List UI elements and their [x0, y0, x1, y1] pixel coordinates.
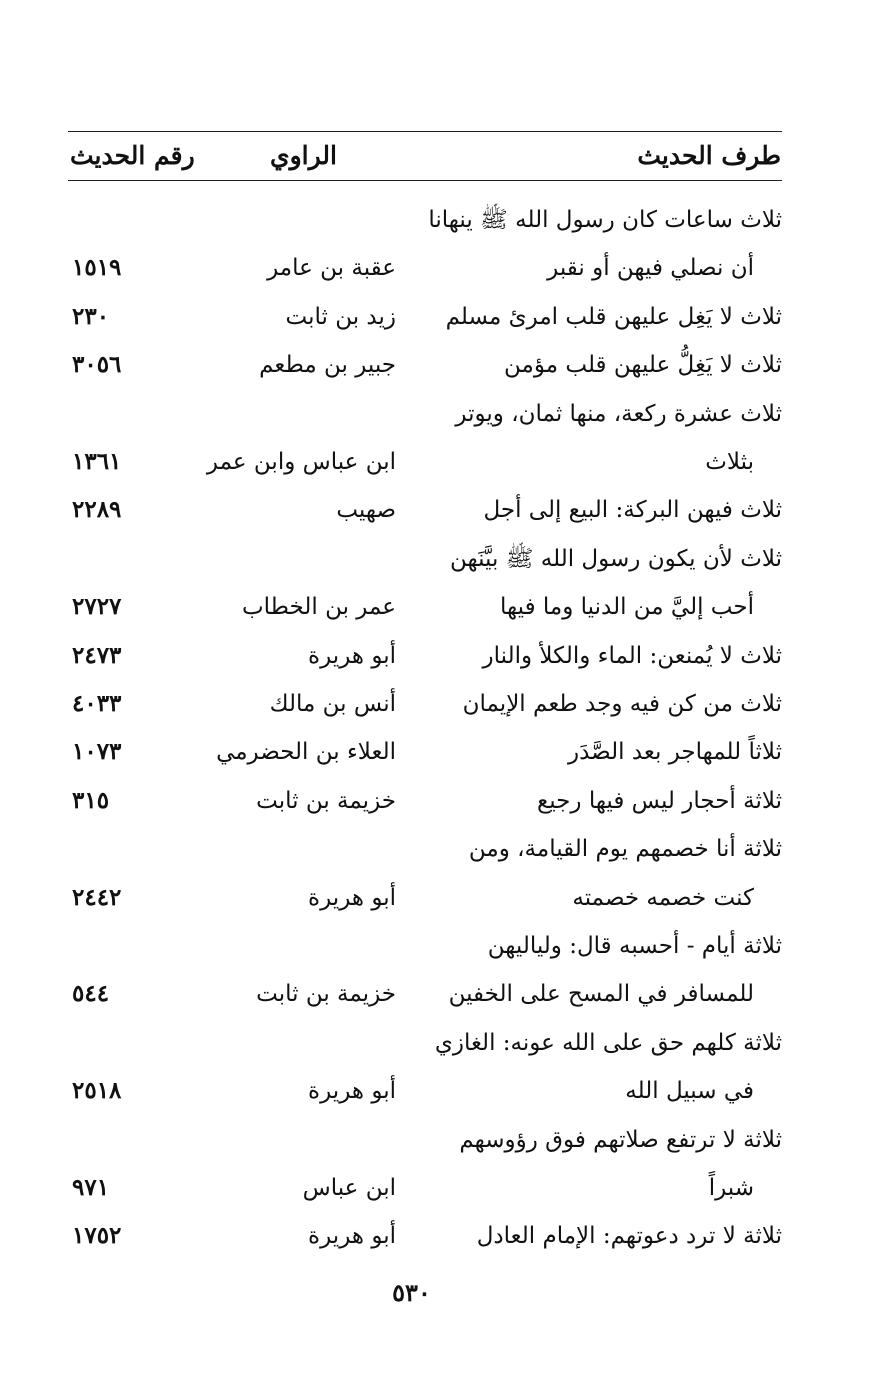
hadith-text: ثلاثة أحجار ليس فيها رجيع	[537, 787, 782, 814]
narrator-name: جبير بن مطعم	[259, 352, 396, 379]
hadith-text: ثلاث لا يَغِل عليهن قلب امرئ مسلم	[445, 303, 782, 330]
hadith-text: ثلاث لا يُمنعن: الماء والكلأ والنار	[482, 642, 782, 669]
table-row	[68, 390, 782, 438]
hadith-text: بثلاث	[705, 449, 754, 475]
hadith-text: ثلاثة أيام - أحسبه قال: ولياليهن	[487, 933, 782, 959]
hadith-text: أن نصلي فيهن أو نقبر	[547, 255, 754, 282]
hadith-text: كنت خصمه خصمته	[572, 884, 754, 911]
table-row	[68, 341, 782, 389]
table-row	[68, 535, 782, 583]
table-row	[68, 486, 782, 534]
narrator-name: صهيب	[336, 497, 396, 524]
table-row	[68, 825, 782, 873]
hadith-number: ٩٧١	[72, 1174, 110, 1201]
narrator-name: أنس بن مالك	[269, 691, 396, 717]
narrator-name: أبو هريرة	[308, 1223, 396, 1250]
narrator-name: العلاء بن الحضرمي	[216, 739, 396, 766]
table-row	[68, 1067, 782, 1115]
hadith-number: ١٣٦١	[72, 448, 122, 475]
narrator-name: ابن عباس	[302, 1175, 396, 1201]
hadith-text: ثلاثة لا ترد دعوتهم: الإمام العادل	[476, 1223, 782, 1250]
narrator-name: أبو هريرة	[308, 884, 396, 911]
narrator-name: أبو هريرة	[308, 642, 396, 669]
hadith-number: ١٧٥٢	[72, 1222, 122, 1250]
narrator-name: خزيمة بن ثابت	[256, 787, 396, 814]
header-narrator: الراوي	[270, 141, 337, 170]
hadith-text: ثلاث فيهن البركة: البيع إلى أجل	[483, 497, 782, 524]
narrator-name: أبو هريرة	[308, 1078, 396, 1105]
narrator-name: خزيمة بن ثابت	[256, 981, 396, 1008]
narrator-name: ابن عباس وابن عمر	[206, 449, 396, 475]
hadith-text: ثلاث عشرة ركعة، منها ثمان، ويوتر	[455, 400, 782, 427]
hadith-text: ثلاث لا يَغِلُّ عليهن قلب مؤمن	[504, 352, 782, 379]
table-row	[68, 196, 782, 244]
header-top-rule	[68, 131, 782, 132]
table-row	[68, 874, 782, 922]
hadith-number: ٢٤٧٣	[72, 641, 122, 669]
narrator-name: عقبة بن عامر	[267, 255, 396, 282]
hadith-number: ١٠٧٣	[72, 738, 122, 766]
hadith-number: ٢٢٨٩	[72, 496, 122, 524]
page-number: ٥٣٠	[392, 1278, 431, 1307]
hadith-text: ثلاثة كلهم حق على الله عونه: الغازي	[434, 1029, 782, 1056]
table-row	[68, 1116, 782, 1164]
table-row	[68, 922, 782, 970]
hadith-number: ٢٧٢٧	[72, 593, 122, 621]
table-row	[68, 1212, 782, 1260]
table-row	[68, 1164, 782, 1212]
hadith-number: ١٥١٩	[72, 254, 122, 282]
table-row	[68, 680, 782, 728]
table-row	[68, 438, 782, 486]
table-row	[68, 1019, 782, 1067]
table-row	[68, 293, 782, 341]
table-row	[68, 728, 782, 776]
header-bottom-rule	[68, 180, 782, 181]
hadith-text: ثلاثة لا ترتفع صلاتهم فوق رؤوسهم	[459, 1126, 782, 1153]
hadith-text: ثلاث ساعات كان رسول الله ﷺ ينهانا	[428, 207, 782, 233]
header-hadith-number: رقم الحديث	[70, 141, 195, 170]
table-row	[68, 583, 782, 631]
hadith-text: ثلاثاً للمهاجر بعد الصَّدَر	[568, 739, 782, 766]
header-hadith-text: طرف الحديث	[637, 141, 781, 170]
hadith-text: ثلاث من كن فيه وجد طعم الإيمان	[462, 691, 782, 717]
hadith-text: شبراً	[708, 1175, 754, 1201]
hadith-number: ٥٤٤	[72, 980, 110, 1008]
hadith-text: ثلاثة أنا خصمهم يوم القيامة، ومن	[468, 836, 782, 863]
hadith-text: أحب إليَّ من الدنيا وما فيها	[500, 594, 754, 621]
table-row	[68, 970, 782, 1018]
hadith-number: ٣٠٥٦	[72, 351, 122, 379]
table-row	[68, 777, 782, 825]
table-row	[68, 632, 782, 680]
hadith-text: ثلاث لأن يكون رسول الله ﷺ بيَّنَهن	[449, 545, 782, 572]
hadith-number: ٢٣٠	[72, 302, 110, 330]
hadith-number: ٢٤٤٢	[72, 883, 122, 911]
narrator-name: عمر بن الخطاب	[241, 594, 396, 621]
hadith-number: ٣١٥	[72, 786, 110, 814]
hadith-text: للمسافر في المسح على الخفين	[448, 981, 754, 1008]
narrator-name: زيد بن ثابت	[285, 303, 396, 330]
table-row	[68, 244, 782, 292]
hadith-number: ٢٥١٨	[72, 1077, 122, 1105]
hadith-text: في سبيل الله	[625, 1078, 754, 1105]
hadith-number: ٤٠٣٣	[72, 690, 122, 717]
